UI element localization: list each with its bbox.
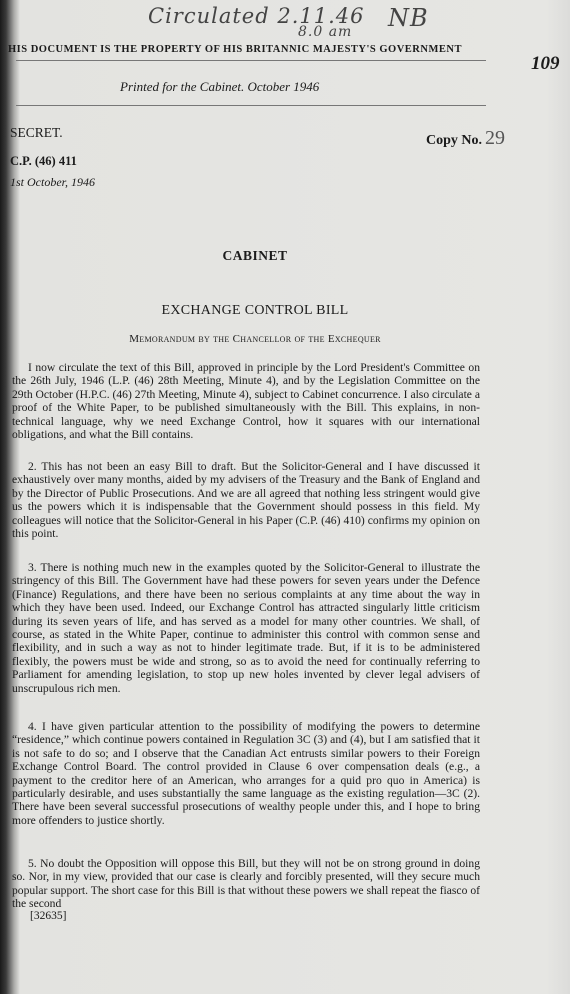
paragraph-3: 3. There is nothing much new in the examples quoted by the Solicitor-General to illustrate the stringency of this Bill. The Government have had these powers for seven years under the Defence (Finance) Regulations, and there have been no serious complaints at any time about the way in which they have been used. Indeed, our Exchange Control has attracted singularly little criticism during its seven years of life, and has served as a model for many other countries. We shall, of course, as stated in the White Paper, continue to administer this control with common sense and flexibility, and in such a way as not to hinder legitimate trade. But, if it is to be administered flexibly, the powers must be wide and strong, so as to avoid the need for continually referring to Parliament for amending legislation, to stop up new holes invented by clever legal advisers of unscrupulous rich men. bbox=[12, 561, 480, 695]
property-notice: HIS DOCUMENT IS THE PROPERTY OF HIS BRITANNIC MAJESTY'S GOVERNMENT bbox=[8, 44, 462, 55]
document-date: 1st October, 1946 bbox=[10, 175, 95, 189]
header-rule-bottom bbox=[16, 105, 486, 106]
paragraph-5: 5. No doubt the Opposition will oppose this Bill, but they will not be on strong ground in doing so. Nor, in my view, provided that our case is clearly and forcibly presented, will they secure much popular support. The short case for this Bill is that without these powers we shall repeat the fiasco of the second bbox=[12, 857, 480, 911]
paragraph-1: I now circulate the text of this Bill, approved in principle by the Lord President's Committee on the 26th July, 1946 (L.P. (46) 28th Meeting, Minute 4), and by the Legislation Committee on the 29th October (H.P.C. (46) 27th Meeting, Minute 4), subject to Cabinet concurrence. I also circulate a proof of the White Paper, to be published simultaneously with the Bill. This explains, in non-technical language, why we need Exchange Control, how it squares with our international obligations, and what the Bill contains. bbox=[12, 361, 480, 442]
paragraph-4: 4. I have given particular attention to the possibility of modifying the powers to determine “residence,” which continue powers contained in Regulation 3C (3) and (4), but I am satisfied that it is not safe to do so; and I observe that the Canadian Act entrusts similar powers to their Foreign Exchange Control Board. The control provided in Clause 6 over compensation deals (e.g., a payment to the creditor here of an American, who arranges for a quid pro quo in America) is particularly desirable, and uses substantially the same language as the existing regulation—3C (2). There have been several successful prosecutions of wealthy people under this, and I hope to bring more offenders to justice shortly. bbox=[12, 720, 480, 827]
handwritten-initials: NB bbox=[388, 4, 429, 32]
copy-number-block bbox=[426, 127, 505, 150]
handwritten-time-note: 8.0 am bbox=[298, 24, 353, 40]
handwritten-circulation-note: Circulated 2.11.46 bbox=[148, 4, 365, 28]
print-reference: [32635] bbox=[30, 910, 67, 922]
page-number: 109 bbox=[531, 53, 560, 74]
memorandum-subtitle: Memorandum by the Chancellor of the Exchequer bbox=[129, 333, 381, 345]
classification-label: SECRET. bbox=[10, 125, 63, 140]
paper-edge bbox=[546, 0, 570, 994]
printed-for-line: Printed for the Cabinet. October 1946 bbox=[120, 79, 320, 94]
bill-title: EXCHANGE CONTROL BILL bbox=[161, 303, 349, 318]
cabinet-heading: CABINET bbox=[222, 248, 288, 263]
cabinet-paper-number: C.P. (46) 411 bbox=[10, 154, 77, 168]
header-rule-top bbox=[16, 60, 486, 61]
copy-number-label: Copy No. bbox=[426, 133, 483, 148]
paragraph-2: 2. This has not been an easy Bill to draft. But the Solicitor-General and I have discussed it exhaustively over many months, aided by my advisers of the Treasury and the Bank of England and by the Director of Public Prosecutions. And we are all agreed that nothing less stringent would give us the powers which it is indispensable that the Government should possess in this field. My colleagues will notice that the Solicitor-General in his Paper (C.P. (46) 410) confirms my opinion on this point. bbox=[12, 460, 480, 541]
copy-number-value: 29 bbox=[485, 127, 506, 149]
